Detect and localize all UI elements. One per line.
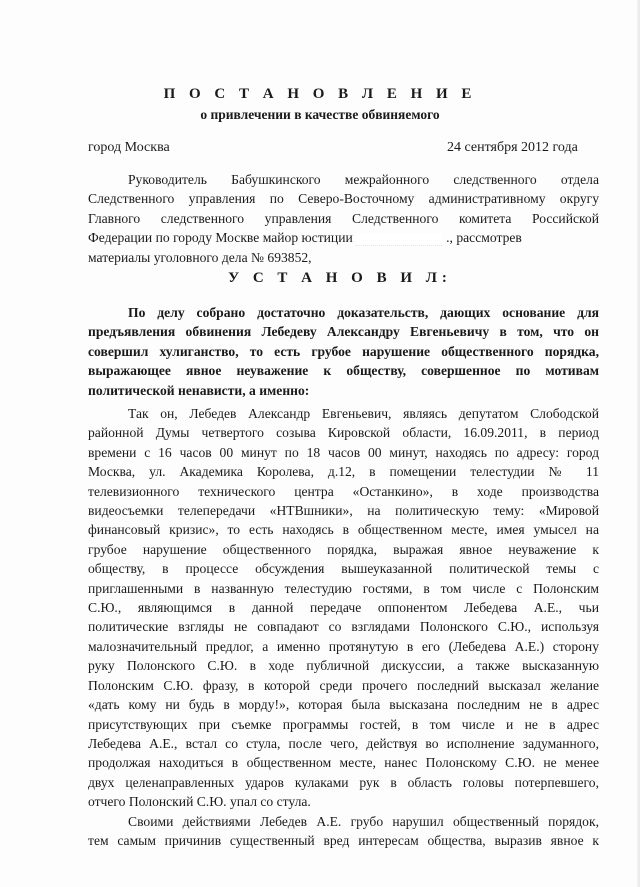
charge-summary-paragraph [88, 303, 599, 400]
facts-line: отчего Полонский С.Ю. упал со стула. [88, 794, 311, 810]
facts-paragraph [88, 404, 599, 812]
facts-line: двух целенаправленных ударов кулаками рук в область головы потерпевшего, [88, 774, 599, 790]
facts-line: присутствующих при съемке программы гостей, в том числе и не в адрес [88, 716, 599, 732]
closing-line: Своими действиями Лебедев А.Е. грубо нарушил общественный порядок, [128, 814, 599, 829]
intro-line-with-redaction [88, 228, 599, 247]
facts-line: Москва, ул. Академика Королева, д.12, в помещении телестудии № 11 [88, 464, 599, 480]
charge-line: выражающее явное неуважение к обществу, совершенное по мотивам [88, 363, 599, 379]
facts-line: продолжая находиться в общественном месте, нанес Полонскому С.Ю. не менее [88, 755, 599, 771]
facts-line: Так он, Лебедев Александр Евгеньевич, являясь депутатом Слободской [128, 406, 599, 421]
charge-line: предъявления обвинения Лебедеву Александру Евгеньевичу в том, что он [88, 324, 599, 340]
document-city: город Москва [88, 140, 170, 155]
document-subtitle: о привлечении в качестве обвиняемого [200, 107, 440, 122]
intro-line: Руководитель Бабушкинского межрайонного следственного отдела [128, 172, 599, 187]
facts-line: малозначительный предлог, а именно протянутую в его (Лебедева А.Е.) сторону [88, 638, 599, 654]
charge-line: совершил хулиганство, то есть грубое нарушение общественного порядка, [88, 343, 599, 359]
facts-line: «дать кому ни будь в морду!», которая была высказана последним не в адрес [88, 697, 599, 713]
closing-paragraph [88, 812, 599, 851]
document-title: П О С Т А Н О В Л Е Н И Е [163, 86, 477, 102]
charge-line: По делу собрано достаточно доказательств, дающих основание для [128, 305, 599, 320]
facts-line: С.Ю., являющимся в данной передаче оппонентом Лебедева А.Е., чьи [88, 600, 599, 616]
intro-paragraph [88, 170, 599, 267]
facts-line: видеосъемки телепередачи «НТВшники», на политическую тему: «Мировой [88, 503, 599, 519]
facts-line: Полонским С.Ю. фразу, в которой среди прочего последний высказал желание [88, 677, 599, 693]
facts-line: грубое нарушение общественного порядка, выражая явное неуважение к [88, 541, 599, 557]
closing-line: тем самым причинив существенный вред интересам общества, выразив явное к [88, 833, 599, 849]
charge-line: политической ненависти, а именно: [88, 382, 310, 398]
facts-line: политические взгляды не совпадают со взглядами Полонского С.Ю., используя [88, 619, 599, 635]
facts-line: районной Думы четвертого созыва Кировской области, 16.09.2011, в период [88, 425, 599, 441]
intro-line: Главного следственного управления Следственного комитета Российской [88, 210, 599, 226]
intro-line-part: Федерации по городу Москве майор юстиции [88, 230, 353, 246]
facts-line: финансовый кризис», то есть находясь в общественном месте, имея умысел на [88, 522, 599, 538]
facts-line: Лебедева А.Е., встал со стула, после чего, действуя во исполнение задуманного, [88, 735, 599, 751]
facts-line: телевизионного технического центра «Останкино», в ходе производства [88, 483, 599, 499]
facts-line: руку Полонского С.Ю. в ходе публичной дискуссии, а также высказанную [88, 658, 599, 674]
intro-line: материалы уголовного дела № 693852, [88, 249, 312, 265]
intro-line: Следственного управления по Северо-Восточному административному округу [88, 191, 599, 207]
intro-line-part: ., рассмотрев [446, 230, 522, 246]
document-date: 24 сентября 2012 года [447, 140, 578, 155]
facts-line: времени с 16 часов 00 минут по 18 часов 00 минут, находясь по адресу: город [88, 444, 599, 460]
established-heading: У С Т А Н О В И Л: [228, 270, 452, 286]
facts-line: обществу, в процессе обсуждения вышеуказанной политической темы с [88, 561, 599, 577]
facts-line: приглашенными в названную телестудию гостями, в том числе с Полонским [88, 580, 599, 596]
redacted-name [356, 233, 442, 246]
